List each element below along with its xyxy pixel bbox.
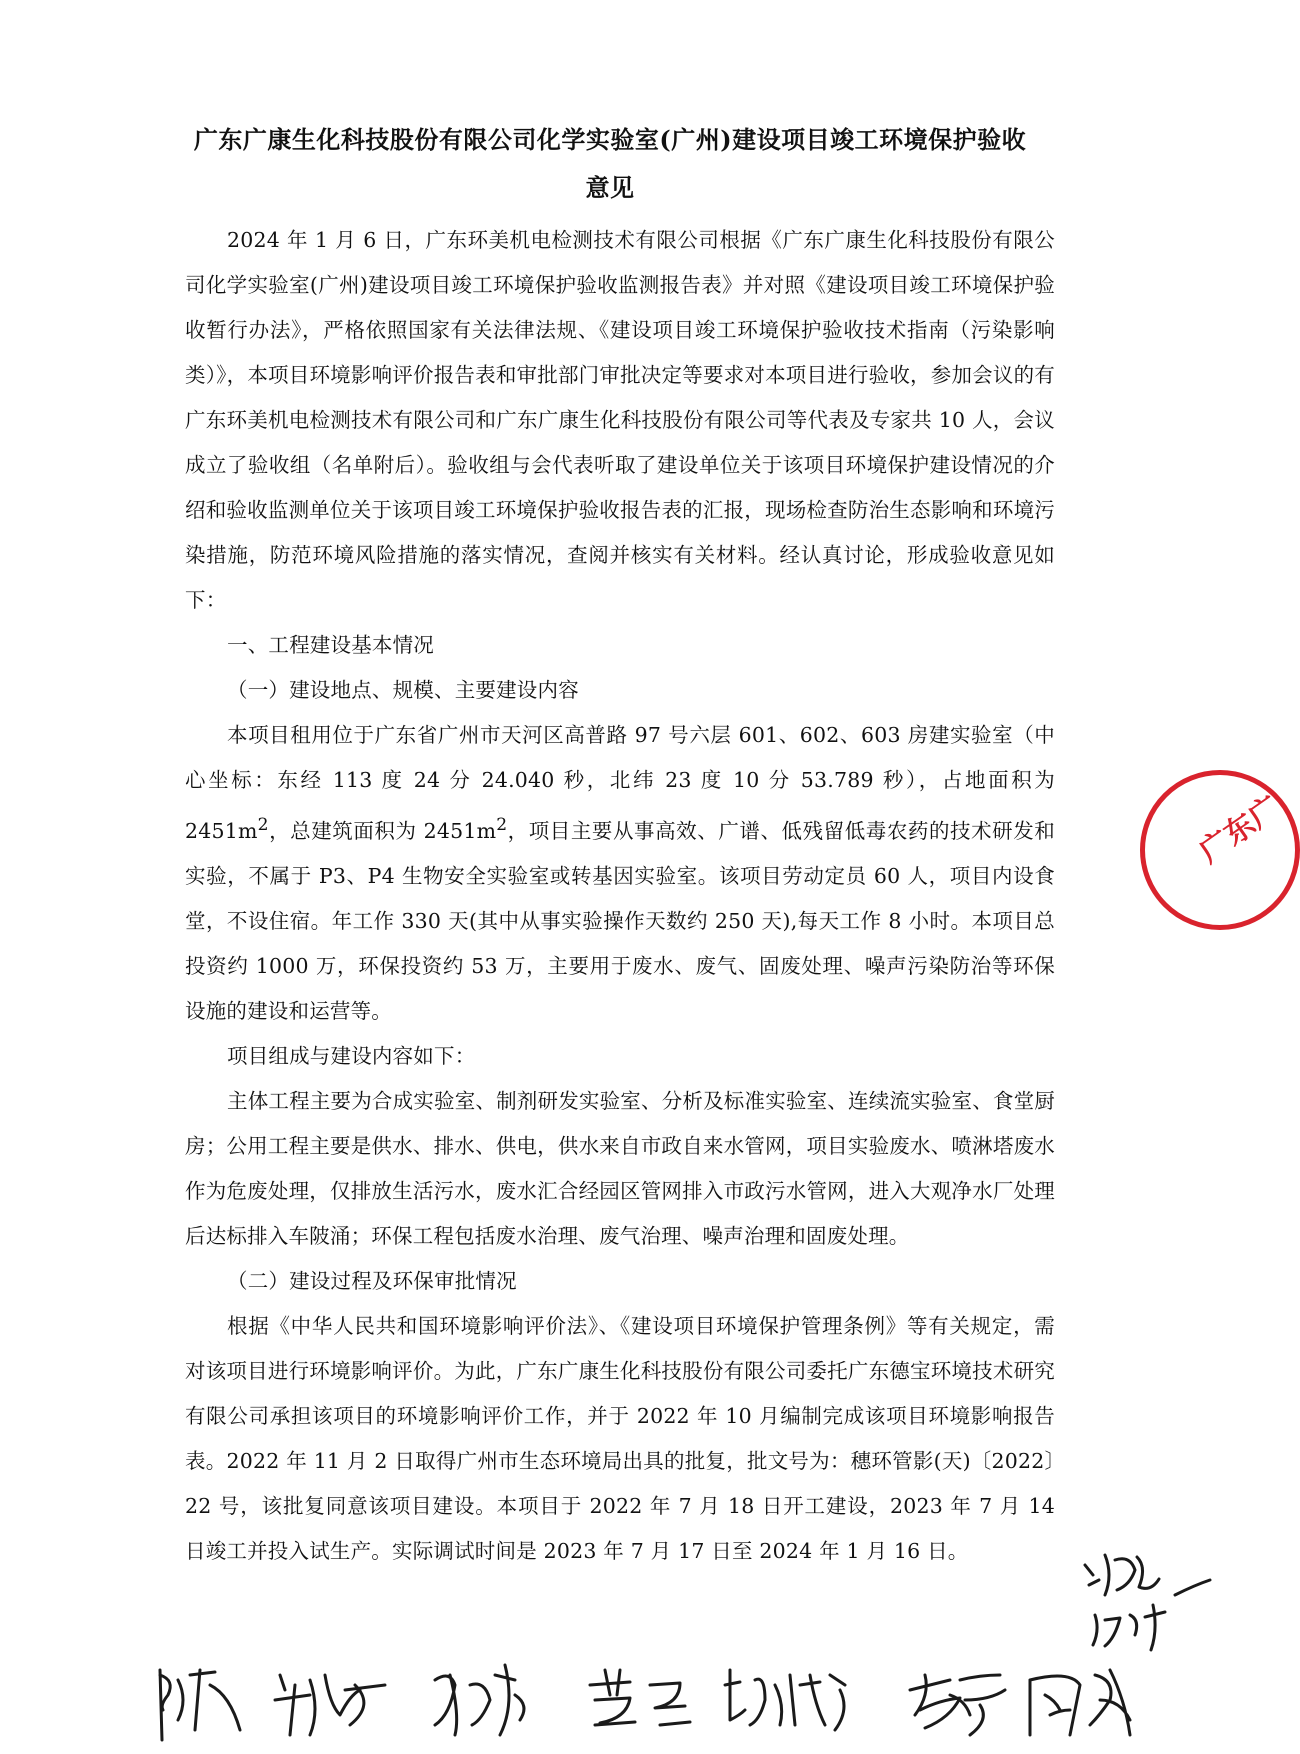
document-title-line2: 意见: [585, 173, 635, 202]
handwritten-signature-icon: [1075, 1545, 1225, 1655]
company-seal-icon: [1140, 770, 1300, 930]
signatures-row: [150, 1655, 1230, 1745]
paragraph-location-part1: 本项目租用位于广东省广州市天河区高普路 97 号六层 601、602、603 房建实验室（中心坐标：东经 113 度 24 分 24.040 秒，北纬 23 度 10 分 53.789 秒），占地面积为 2451m: [185, 723, 1055, 843]
paragraph-composition-intro: 项目组成与建设内容如下：: [227, 1043, 476, 1068]
superscript-2: 2: [257, 815, 269, 835]
handwritten-signature-icon: [1030, 1670, 1130, 1735]
paragraph-intro: 2024 年 1 月 6 日，广东环美机电检测技术有限公司根据《广东广康生化科技股份有限公司化学实验室(广州)建设项目竣工环境保护验收监测报告表》并对照《建设项目竣工环境保护验收暂行办法》，严格依照国家有关法律法规、《建设项目竣工环境保护验收技术指南（污染影响类）》，本项目环境影响评价报告表和审批部门审批决定等要求对本项目进行验收，参加会议的有广东环美机电检测技术有限公司和广东广康生化科技股份有限公司等代表及专家共 10 人，会议成立了验收组（名单附后）。验收组与会代表听取了建设单位关于该项目环境保护建设情况的介绍和验收监测单位关于该项目竣工环境保护验收报告表的汇报，现场检查防治生态影响和环境污染措施，防范环境风险措施的落实情况，查阅并核实有关材料。经认真讨论，形成验收意见如下：: [185, 228, 1055, 612]
paragraph-approval: 根据《中华人民共和国环境影响评价法》、《建设项目环境保护管理条例》等有关规定，需对该项目进行环境影响评价。为此，广东广康生化科技股份有限公司委托广东德宝环境技术研究有限公司承担该项目的环境影响评价工作，并于 2022 年 10 月编制完成该项目环境影响报告表。2022 年 11 月 2 日取得广州市生态环境局出具的批复，批文号为：穗环管影(天)〔2022〕22 号，该批复同意该项目建设。本项目于 2022 年 7 月 18 日开工建设，2023 年 7 月 14 日竣工并投入试生产。实际调试时间是 2023 年 7 月 17 日至 2024 年 1 月 16 日。: [185, 1313, 1055, 1563]
paragraph-composition: 主体工程主要为合成实验室、制剂研发实验室、分析及标准实验室、连续流实验室、食堂厨房；公用工程主要是供水、排水、供电，供水来自市政自来水管网，项目实验废水、喷淋塔废水作为危废处理，仅排放生活污水，废水汇合经园区管网排入市政污水管网，进入大观净水厂处理后达标排入车陂涌；环保工程包括废水治理、废气治理、噪声治理和固废处理。: [185, 1088, 1055, 1248]
document-body: [185, 218, 1055, 1574]
superscript-2b: 2: [496, 815, 508, 835]
handwritten-signature-icon: [275, 1675, 385, 1735]
handwritten-signature-icon: [160, 1670, 240, 1740]
handwritten-signature-icon: [435, 1665, 524, 1735]
handwritten-signature-icon: [910, 1675, 1005, 1735]
paragraph-location-part2: ，总建筑面积为 2451m: [268, 818, 497, 843]
paragraph-location: [185, 713, 1055, 1034]
handwritten-signature-icon: [590, 1670, 690, 1725]
section-heading-1: 一、工程建设基本情况: [227, 633, 434, 657]
document-title-line1: 广东广康生化科技股份有限公司化学实验室(广州)建设项目竣工环境保护验收: [193, 125, 1027, 154]
seal-text: 广东广: [1193, 789, 1287, 871]
handwritten-signature-icon: [725, 1670, 845, 1730]
subsection-heading-2: （二）建设过程及环保审批情况: [227, 1268, 517, 1293]
paragraph-location-part3: ，项目主要从事高效、广谱、低残留低毒农药的技术研发和实验，不属于 P3、P4 生物安全实验室或转基因实验室。该项目劳动定员 60 人，项目内设食堂，不设住宿。年工作 330 天(其中从事实验操作天数约 250 天),每天工作 8 小时。本项目总投资约 1000 万，环保投资约 53 万，主要用于废水、废气、固废处理、噪声污染防治等环保设施的建设和运营等。: [185, 818, 1055, 1023]
subsection-heading-1: （一）建设地点、规模、主要建设内容: [227, 678, 579, 702]
